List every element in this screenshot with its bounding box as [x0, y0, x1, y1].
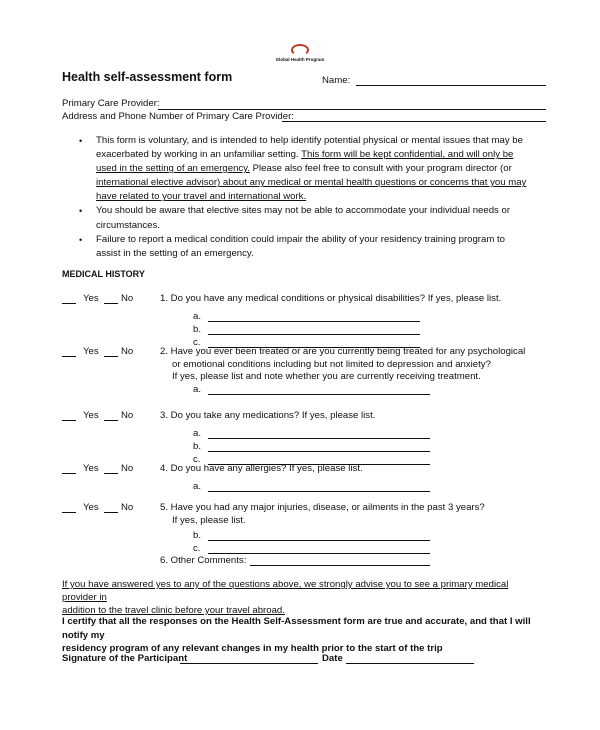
medical-history-heading: MEDICAL HISTORY — [62, 269, 145, 279]
primary-care-label: Primary Care Provider: — [62, 98, 160, 109]
bullet-text: circumstances. — [96, 219, 160, 231]
advice-line-1: If you have answered yes to any of the questions above, we strongly advise you to see a primary medical provider in — [62, 579, 509, 603]
program-logo — [270, 44, 330, 62]
answer-label: a. — [193, 311, 202, 322]
bullet-text: Please also feel free to consult with your program director (or — [249, 163, 512, 175]
yes-blank[interactable] — [62, 303, 76, 304]
answer-label: c. — [193, 542, 201, 554]
question-text: If yes, please list. — [172, 514, 246, 526]
bullet-line — [96, 134, 556, 148]
answer-line[interactable] — [208, 334, 420, 335]
other-comments-label: 6. Other Comments: — [160, 555, 247, 566]
logo-mark-icon — [291, 44, 309, 56]
no-blank[interactable] — [104, 356, 118, 357]
yes-label: Yes — [83, 293, 99, 304]
yes-blank[interactable] — [62, 512, 76, 513]
certify-line-2: residency program of any relevant changes in my health prior to the start of the trip — [62, 643, 443, 654]
no-blank[interactable] — [104, 303, 118, 304]
address-phone-field[interactable] — [282, 121, 546, 122]
instruction-bullet — [79, 134, 556, 204]
certify-line-1: I certify that all the responses on the Health Self-Assessment form are true and accurate, and that I will notify my — [62, 616, 531, 641]
answer-label: c. — [193, 336, 201, 348]
question-text: If yes, please list and note whether you are currently receiving treatment. — [172, 371, 481, 382]
question-text: or emotional conditions including but not limited to depression and anxiety? — [172, 358, 491, 370]
bullet-text: This form will be kept confidential, and will only be — [301, 149, 514, 161]
bullet-text: This form is voluntary, and is intended to help identify potential physical or mental issues that may be — [96, 135, 523, 146]
bullet-text: You should be aware that elective sites may not be able to accommodate your individual needs or — [96, 205, 511, 217]
answer-label: b. — [193, 323, 202, 335]
bullet-line — [96, 233, 556, 247]
bullet-text: Failure to report a medical condition could impair the ability of your residency training program to — [96, 233, 505, 245]
bullet-icon: • — [79, 234, 83, 245]
yes-blank[interactable] — [62, 473, 76, 474]
answer-line[interactable] — [208, 553, 430, 554]
advice-line-2: addition to the travel clinic before your travel abroad. — [62, 605, 285, 616]
bullet-line — [96, 219, 556, 233]
signature-label: Signature of the Participant — [62, 653, 188, 664]
name-label: Name: — [322, 75, 351, 86]
answer-line[interactable] — [208, 491, 430, 492]
question-text: 5. Have you had any major injuries, disease, or ailments in the past 3 years? — [160, 502, 485, 513]
yes-label: Yes — [83, 502, 99, 513]
form-title: Health self-assessment form — [62, 70, 233, 84]
question-text: 4. Do you have any allergies? If yes, please list. — [160, 463, 363, 474]
bullet-text: have related to your travel and international work. — [96, 191, 307, 203]
bullet-text: used in the setting of an emergency. — [96, 163, 250, 175]
yes-label: Yes — [83, 463, 99, 474]
logo-text: Global Health Program — [275, 57, 325, 62]
no-label: No — [121, 410, 134, 421]
yes-label: Yes — [83, 410, 99, 421]
bullet-line — [96, 204, 556, 218]
no-label: No — [121, 502, 134, 513]
answer-line[interactable] — [208, 451, 430, 452]
bullet-line — [96, 247, 556, 261]
bullet-icon: • — [79, 206, 83, 217]
question-text: 1. Do you have any medical conditions or physical disabilities? If yes, please list. — [160, 293, 502, 304]
address-phone-label: Address and Phone Number of Primary Care Provider: — [62, 111, 294, 122]
yes-label: Yes — [83, 346, 99, 357]
no-blank[interactable] — [104, 420, 118, 421]
bullet-line — [96, 148, 556, 162]
question-text: 2. Have you ever been treated or are you currently being treated for any psychological — [160, 346, 526, 357]
answer-label: a. — [193, 428, 202, 439]
bullet-line — [96, 190, 556, 204]
question-text: 3. Do you take any medications? If yes, please list. — [160, 410, 376, 421]
answer-line[interactable] — [208, 540, 430, 541]
date-label: Date — [322, 653, 343, 664]
answer-line[interactable] — [208, 438, 430, 439]
no-label: No — [121, 463, 134, 474]
certification-statement — [62, 615, 542, 656]
instruction-bullet — [79, 233, 556, 261]
primary-care-field[interactable] — [158, 109, 546, 110]
signature-field[interactable] — [180, 663, 318, 664]
yes-blank[interactable] — [62, 420, 76, 421]
answer-line[interactable] — [208, 394, 430, 395]
no-label: No — [121, 293, 134, 304]
bullet-line — [96, 162, 556, 176]
instruction-bullet — [79, 204, 556, 232]
bullet-text: exacerbated by working in an unfamiliar setting. — [96, 149, 302, 161]
bullet-line — [96, 176, 556, 190]
answer-label: a. — [193, 384, 202, 395]
other-comments-field[interactable] — [250, 565, 430, 566]
no-label: No — [121, 346, 134, 357]
bullet-text: assist in the setting of an emergency. — [96, 247, 254, 259]
advice-note — [62, 578, 542, 617]
bullet-text: international elective advisor) about any medical or mental health questions or concerns that you may — [96, 177, 527, 189]
answer-line[interactable] — [208, 321, 420, 322]
no-blank[interactable] — [104, 512, 118, 513]
name-field[interactable] — [356, 85, 546, 86]
no-blank[interactable] — [104, 473, 118, 474]
answer-label: b. — [193, 440, 202, 452]
yes-blank[interactable] — [62, 356, 76, 357]
answer-label: b. — [193, 530, 202, 541]
bullet-icon: • — [79, 136, 83, 146]
date-field[interactable] — [346, 663, 474, 664]
answer-label: c. — [193, 453, 201, 465]
instructions-list — [79, 134, 556, 261]
answer-label: a. — [193, 481, 202, 492]
